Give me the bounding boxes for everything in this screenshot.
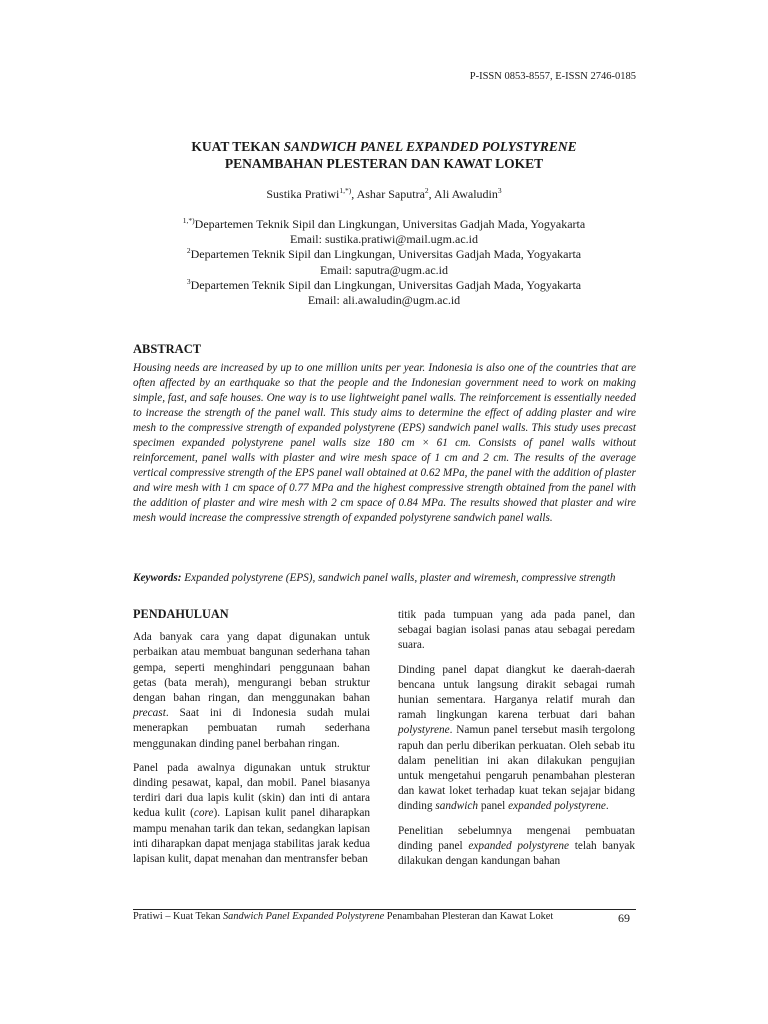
email-3: Email: ali.awaludin@ugm.ac.id [307,293,461,308]
title-line-2: PENAMBAHAN PLESTERAN DAN KAWAT LOKET [224,156,544,171]
issn-header: P-ISSN 0853-8557, E-ISSN 2746-0185 [469,71,636,82]
footer-rule [133,909,636,910]
affiliation-3: $^3$Departemen Teknik Sipil dan Lingkungan, Universitas Gadjah Mada, Yogyakarta [186,276,582,292]
paragraph: titik pada tumpuan yang ada pada panel, dan sebagai bagian isolasi panas atau sebagai peredam suara. [398,609,635,652]
email-1: Email: sustika.pratiwi@mail.ugm.ac.id [289,232,478,247]
section-heading-pendahuluan: PENDAHULUAN [133,607,229,621]
abstract-body: Housing needs are increased by up to one million units per year. Indonesia is also one of the countries that are often affected by an earthquake so that the people and the Indonesian government need to work on making simple, fast, and safe houses. One way is to use lightweight panel walls. The reinforcement is essentially needed to increase the strength of the panel wall. This study aims to determine the effect of adding plaster and wire mesh to the compressive strength of expanded polystyrene (EPS) sandwich panel walls. This study uses precast specimen expanded polystyrene panel walls size 180 cm × 61 cm. Consists of panel walls without reinforcement, panel walls with plaster and wire mesh space of 1 cm and 2 cm. The results of the average vertical compressive strength of the EPS panel wall obtained at 0.62 MPa, the panel with the addition of plaster and wire mesh with 1 cm space of 0.77 MPa and the highest compressive strength obtained from the panel with the addition of plaster and wire mesh with 2 cm space of 0.84 MPa. The results showed that plaster and wire mesh would increase the compressive strength of expanded polystyrene sandwich panel walls. [133,362,636,524]
affiliations [0,217,768,308]
author-list: Sustika Pratiwi$^{1,*)}$, Ashar Saputra$^2$, Ali Awaludin$^3$ [266,186,502,201]
paper-title [0,138,768,172]
email-2: Email: saputra@ugm.ac.id [319,262,448,277]
title-line-1: KUAT TEKAN SANDWICH PANEL EXPANDED POLYSTYRENE [191,139,577,154]
right-column [398,608,635,878]
left-column [133,607,370,876]
page-number: 69 [618,911,630,925]
keywords: Keywords: Expanded polystyrene (EPS), sandwich panel walls, plaster and wiremesh, compressive strength [133,572,616,584]
affiliation-2: $^2$Departemen Teknik Sipil dan Lingkungan, Universitas Gadjah Mada, Yogyakarta [186,246,582,262]
paragraph: Penelitian sebelumnya mengenai pembuatan dinding panel expanded polystyrene telah banyak dilakukan dengan kandungan bahan [398,824,635,868]
paragraph: Ada banyak cara yang dapat digunakan untuk perbaikan atau membuat bangunan sederhana tahan gempa, seperti menghindari penggunaan bahan getas (bata merah), mengurangi beban struktur dengan bahan ringan, dan menggunakan bahan precast. Saat ini di Indonesia sudah mulai menerapkan pembuatan rumah sederhana menggunakan dinding panel berbahan ringan. [133,631,370,750]
paragraph: Dinding panel dapat diangkut ke daerah-daerah bencana untuk langsung dirakit sebagai rumah hunian sementara. Harganya relatif murah dan ramah lingkungan karena terbuat dari bahan polystyrene. Namun panel tersebut masih tergolong rapuh dan perlu diberikan perkuatan. Oleh sebab itu dalam penelitian ini akan dilakukan pengujian untuk mengetahui pengaruh penambahan plesteran dan kawat loket terhadap kuat tekan sejajar bidang dinding sandwich panel expanded polystyrene. [398,663,635,813]
running-footer: Pratiwi – Kuat Tekan Sandwich Panel Expanded Polystyrene Penambahan Plesteran dan Kawat Loket [133,911,554,922]
affiliation-1: $^{1,*)}$Departemen Teknik Sipil dan Lingkungan, Universitas Gadjah Mada, Yogyakarta [182,216,586,231]
paragraph: Panel pada awalnya digunakan untuk struktur dinding pesawat, kapal, dan mobil. Panel biasanya terdiri dari dua lapis kulit (skin) dan inti di antara kedua kulit (core). Lapisan kulit panel diharapkan mampu menahan tarik dan tekan, sedangkan lapisan inti diharapkan dapat menjaga stabilitas jarak kedua lapisan kulit, dapat menahan dan mentransfer beban [133,761,370,866]
abstract-heading: ABSTRACT [133,342,202,356]
